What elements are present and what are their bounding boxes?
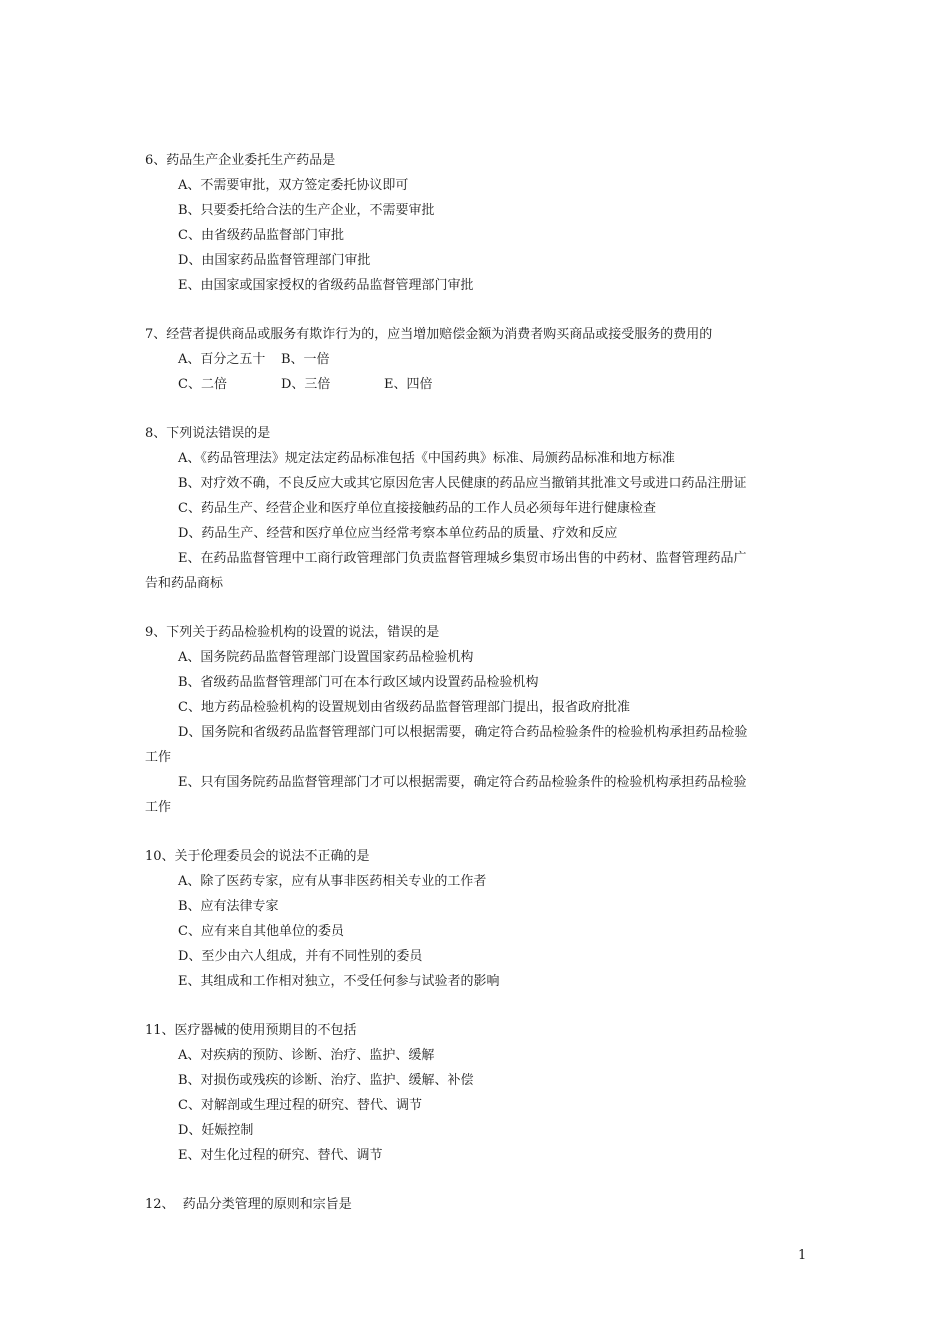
question-stem: 7、经营者提供商品或服务有欺诈行为的，应当增加赔偿金额为消费者购买商品或接受服务的费用的 [145,327,713,342]
option-c: C、地方药品检验机构的设置规划由省级药品监督管理部门提出，报省政府批准 [178,700,630,715]
question-stem: 12、 药品分类管理的原则和宗旨是 [145,1197,352,1212]
option-e: E、其组成和工作相对独立，不受任何参与试验者的影响 [178,974,500,989]
option-c: C、对解剖或生理过程的研究、替代、调节 [178,1098,422,1113]
option-row-2 [145,372,810,397]
option-b: B、一倍 [281,352,330,367]
option-c: C、二倍 [178,377,227,392]
option-a: A、对疾病的预防、诊断、治疗、监护、缓解 [178,1048,435,1063]
option-e: E、在药品监督管理中工商行政管理部门负责监督管理城乡集贸市场出售的中药材、监督管理药品广 [178,551,747,566]
option-e: E、只有国务院药品监督管理部门才可以根据需要，确定符合药品检验条件的检验机构承担药品检验 [178,775,747,790]
option-d: D、至少由六人组成，并有不同性别的委员 [178,949,423,964]
option-d: D、三倍 [281,377,331,392]
option-row-1 [145,347,810,372]
option-e: E、对生化过程的研究、替代、调节 [178,1148,383,1163]
question-list [145,148,810,1241]
question-stem: 10、关于伦理委员会的说法不正确的是 [145,849,370,864]
question-stem: 11、医疗器械的使用预期目的不包括 [145,1023,357,1038]
question-10 [145,844,810,994]
option-b: B、对损伤或残疾的诊断、治疗、监护、缓解、补偿 [178,1073,474,1088]
option-b: B、应有法律专家 [178,899,279,914]
option-b: B、省级药品监督管理部门可在本行政区域内设置药品检验机构 [178,675,539,690]
question-stem: 8、下列说法错误的是 [145,426,271,441]
question-11 [145,1018,810,1168]
option-a: A、不需要审批，双方签定委托协议即可 [178,178,409,193]
option-d: D、由国家药品监督管理部门审批 [178,253,371,268]
option-d: D、药品生产、经营和医疗单位应当经常考察本单位药品的质量、疗效和反应 [178,526,618,541]
option-c: C、应有来自其他单位的委员 [178,924,344,939]
option-e-continuation: 工作 [145,800,172,815]
option-a: A、《药品管理法》规定法定药品标准包括《中国药典》标准、局颁药品标准和地方标准 [178,451,675,466]
option-d: D、妊娠控制 [178,1123,254,1138]
option-d-continuation: 工作 [145,750,172,765]
option-e: E、四倍 [384,377,433,392]
option-c: C、由省级药品监督部门审批 [178,228,344,243]
option-b: B、对疗效不确，不良反应大或其它原因危害人民健康的药品应当撤销其批准文号或进口药品注册证 [178,476,747,491]
option-c: C、药品生产、经营企业和医疗单位直接接触药品的工作人员必须每年进行健康检查 [178,501,656,516]
question-7 [145,322,810,397]
page-number: 1 [798,1248,807,1263]
option-e: E、由国家或国家授权的省级药品监督管理部门审批 [178,278,474,293]
option-a: A、国务院药品监督管理部门设置国家药品检验机构 [178,650,474,665]
question-stem: 9、下列关于药品检验机构的设置的说法，错误的是 [145,625,440,640]
option-a: A、百分之五十 [178,352,266,367]
question-6 [145,148,810,298]
option-a: A、除了医药专家，应有从事非医药相关专业的工作者 [178,874,487,889]
option-d: D、国务院和省级药品监督管理部门可以根据需要，确定符合药品检验条件的检验机构承担药品检验 [178,725,748,740]
question-stem: 6、药品生产企业委托生产药品是 [145,153,336,168]
question-9 [145,620,810,820]
option-b: B、只要委托给合法的生产企业，不需要审批 [178,203,435,218]
question-8 [145,421,810,596]
option-e-continuation: 告和药品商标 [145,576,224,591]
question-12 [145,1192,810,1217]
